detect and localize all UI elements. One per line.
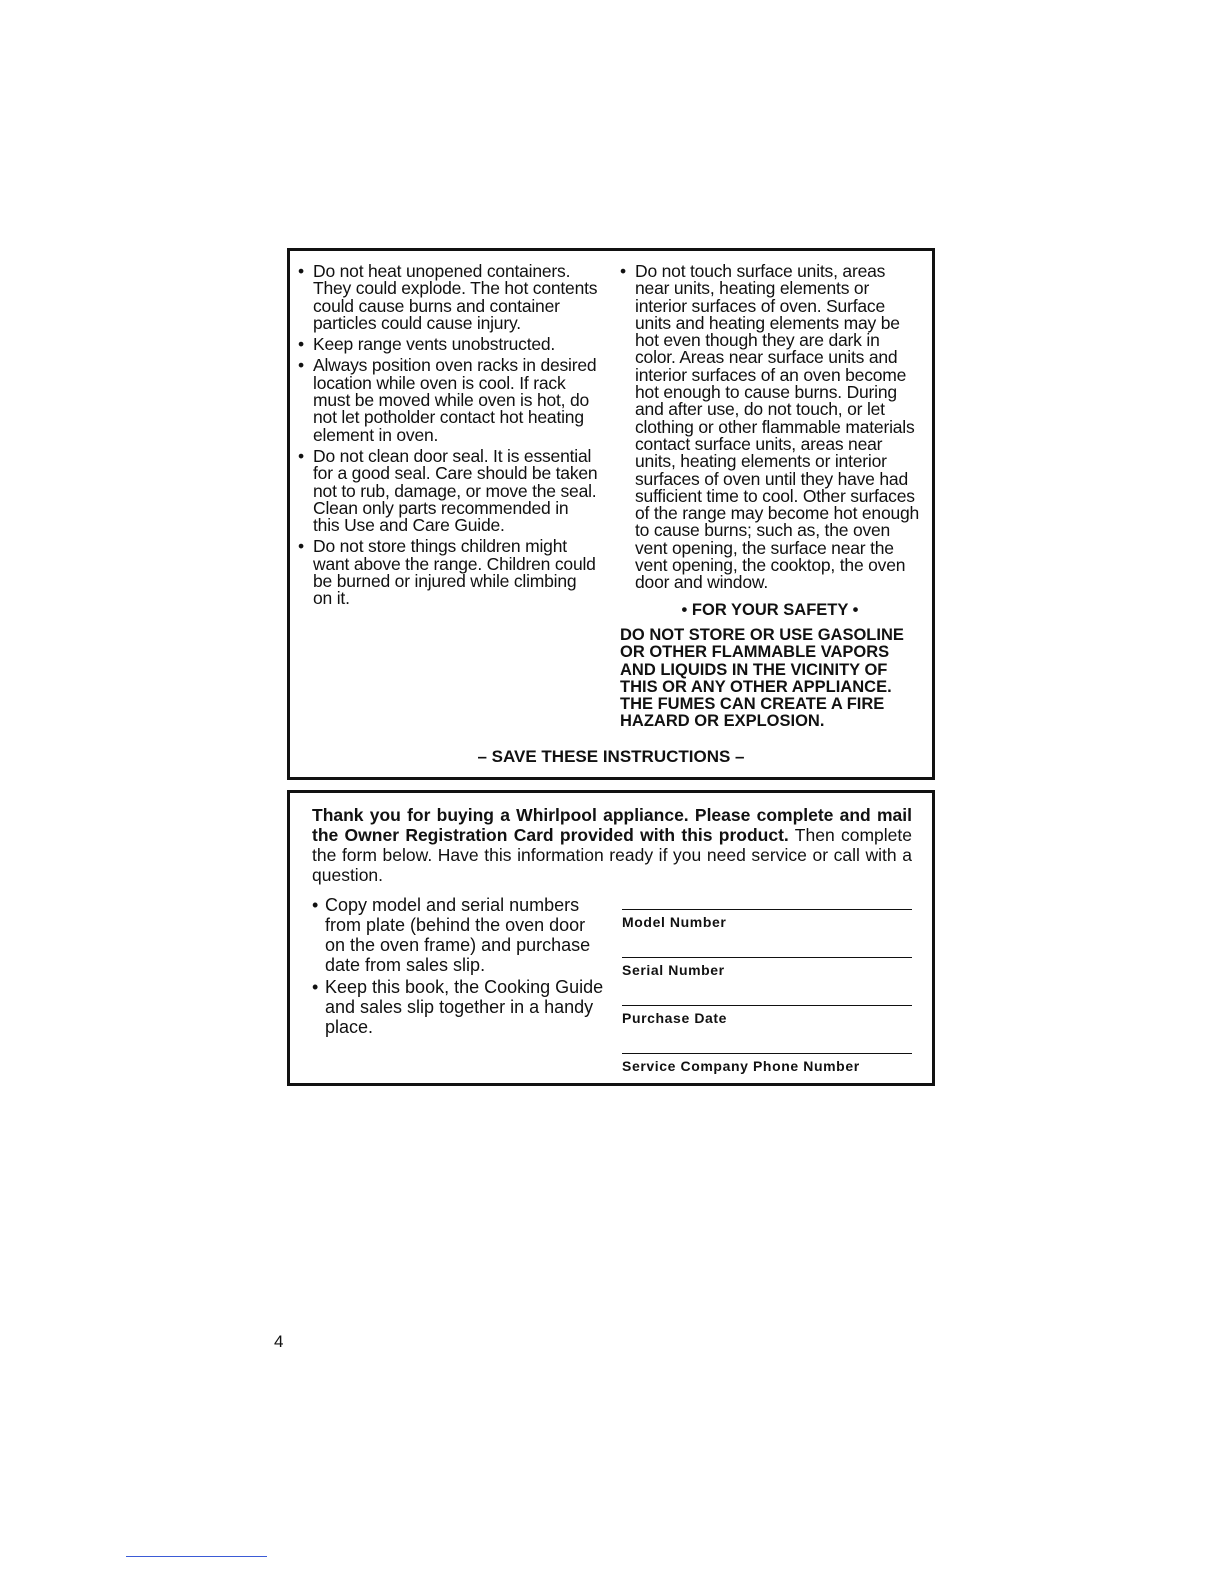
list-item <box>298 357 598 443</box>
safety-item-text: Do not touch surface units, areas near units, heating elements or interior surfaces of oven. Surface units and heating elements may be hot even though they are dark in color. Areas near surface units and interior surfaces of an oven become hot enough to cause burns. During and after use, do not touch, or let clothing or other flammable materials contact surface units, areas near units, heating elements or interior surfaces of oven until they have had sufficient time to cool. Other surfaces of the range may become hot enough to cause burns; such as, the oven vent opening, the surface near the vent opening, the cooktop, the oven door and window. <box>635 261 920 593</box>
list-item <box>298 538 598 607</box>
bullet-icon: • <box>312 977 319 997</box>
serial-number-field[interactable] <box>622 957 912 978</box>
list-item <box>298 336 598 353</box>
for-your-safety-heading: • FOR YOUR SAFETY • <box>681 600 859 619</box>
safety-item-text: Always position oven racks in desired location while oven is cool. If rack must be moved while oven is hot, do not let potholder contact hot heating element in oven. <box>313 355 597 445</box>
safety-item-text: Do not heat unopened containers. They could explode. The hot contents could cause burns and container particles could cause injury. <box>313 261 598 333</box>
registration-item-text: Keep this book, the Cooking Guide and sales slip together in a handy place. <box>325 977 604 1037</box>
fill-in-line <box>622 1005 912 1006</box>
model-number-label: Model Number <box>622 914 727 930</box>
registration-instructions <box>312 895 604 1039</box>
safety-item-text: Do not clean door seal. It is essential for a good seal. Care should be taken not to rub, damage, or move the seal. Clean only parts recommended in this Use and Care Guide. <box>313 445 598 536</box>
service-phone-field[interactable] <box>622 1053 912 1074</box>
service-phone-label: Service Company Phone Number <box>622 1058 860 1074</box>
list-item <box>298 445 598 536</box>
list-item <box>312 977 604 1037</box>
footer-rule <box>126 1556 267 1557</box>
safety-instructions-box <box>287 248 935 780</box>
fill-in-line <box>622 1053 912 1054</box>
registration-intro <box>312 805 912 885</box>
gasoline-warning: DO NOT STORE OR USE GASOLINE OR OTHER FLAMMABLE VAPORS AND LIQUIDS IN THE VICINITY OF THIS OR ANY OTHER APPLIANCE. THE FUMES CAN CREATE A FIRE HAZARD OR EXPLOSION. <box>620 625 904 731</box>
serial-number-label: Serial Number <box>622 962 725 978</box>
purchase-date-label: Purchase Date <box>622 1010 728 1026</box>
safety-item-text: Keep range vents unobstructed. <box>313 334 556 355</box>
registration-intro-text: Then complete the form below. Have this information ready if you need service or call with a question. <box>312 825 913 885</box>
bullet-icon: • <box>298 261 304 281</box>
list-item <box>298 263 598 332</box>
page-number: 4 <box>274 1332 284 1351</box>
owner-registration-box <box>287 790 935 1086</box>
bullet-icon: • <box>298 445 304 466</box>
bullet-icon: • <box>298 536 304 557</box>
safety-left-column <box>298 263 598 612</box>
bullet-icon: • <box>620 261 626 281</box>
bullet-icon: • <box>298 355 304 376</box>
fill-in-line <box>622 957 912 958</box>
save-instructions-notice: – SAVE THESE INSTRUCTIONS – <box>477 747 745 766</box>
bullet-icon: • <box>312 895 319 915</box>
registration-item-text: Copy model and serial numbers from plate (behind the oven door on the oven frame) and purchase date from sales slip. <box>325 895 591 975</box>
list-item <box>620 263 920 592</box>
safety-item-text: Do not store things children might want above the range. Children could be burned or injured while climbing on it. <box>313 536 596 609</box>
registration-intro-bold: Thank you for buying a Whirlpool appliance. Please complete and mail the Owner Registration Card provided with this product. <box>312 805 912 845</box>
purchase-date-field[interactable] <box>622 1005 912 1026</box>
fill-in-line <box>622 909 912 910</box>
bullet-icon: • <box>298 334 304 355</box>
safety-right-column <box>620 263 920 731</box>
model-number-field[interactable] <box>622 909 912 930</box>
list-item <box>312 895 604 975</box>
